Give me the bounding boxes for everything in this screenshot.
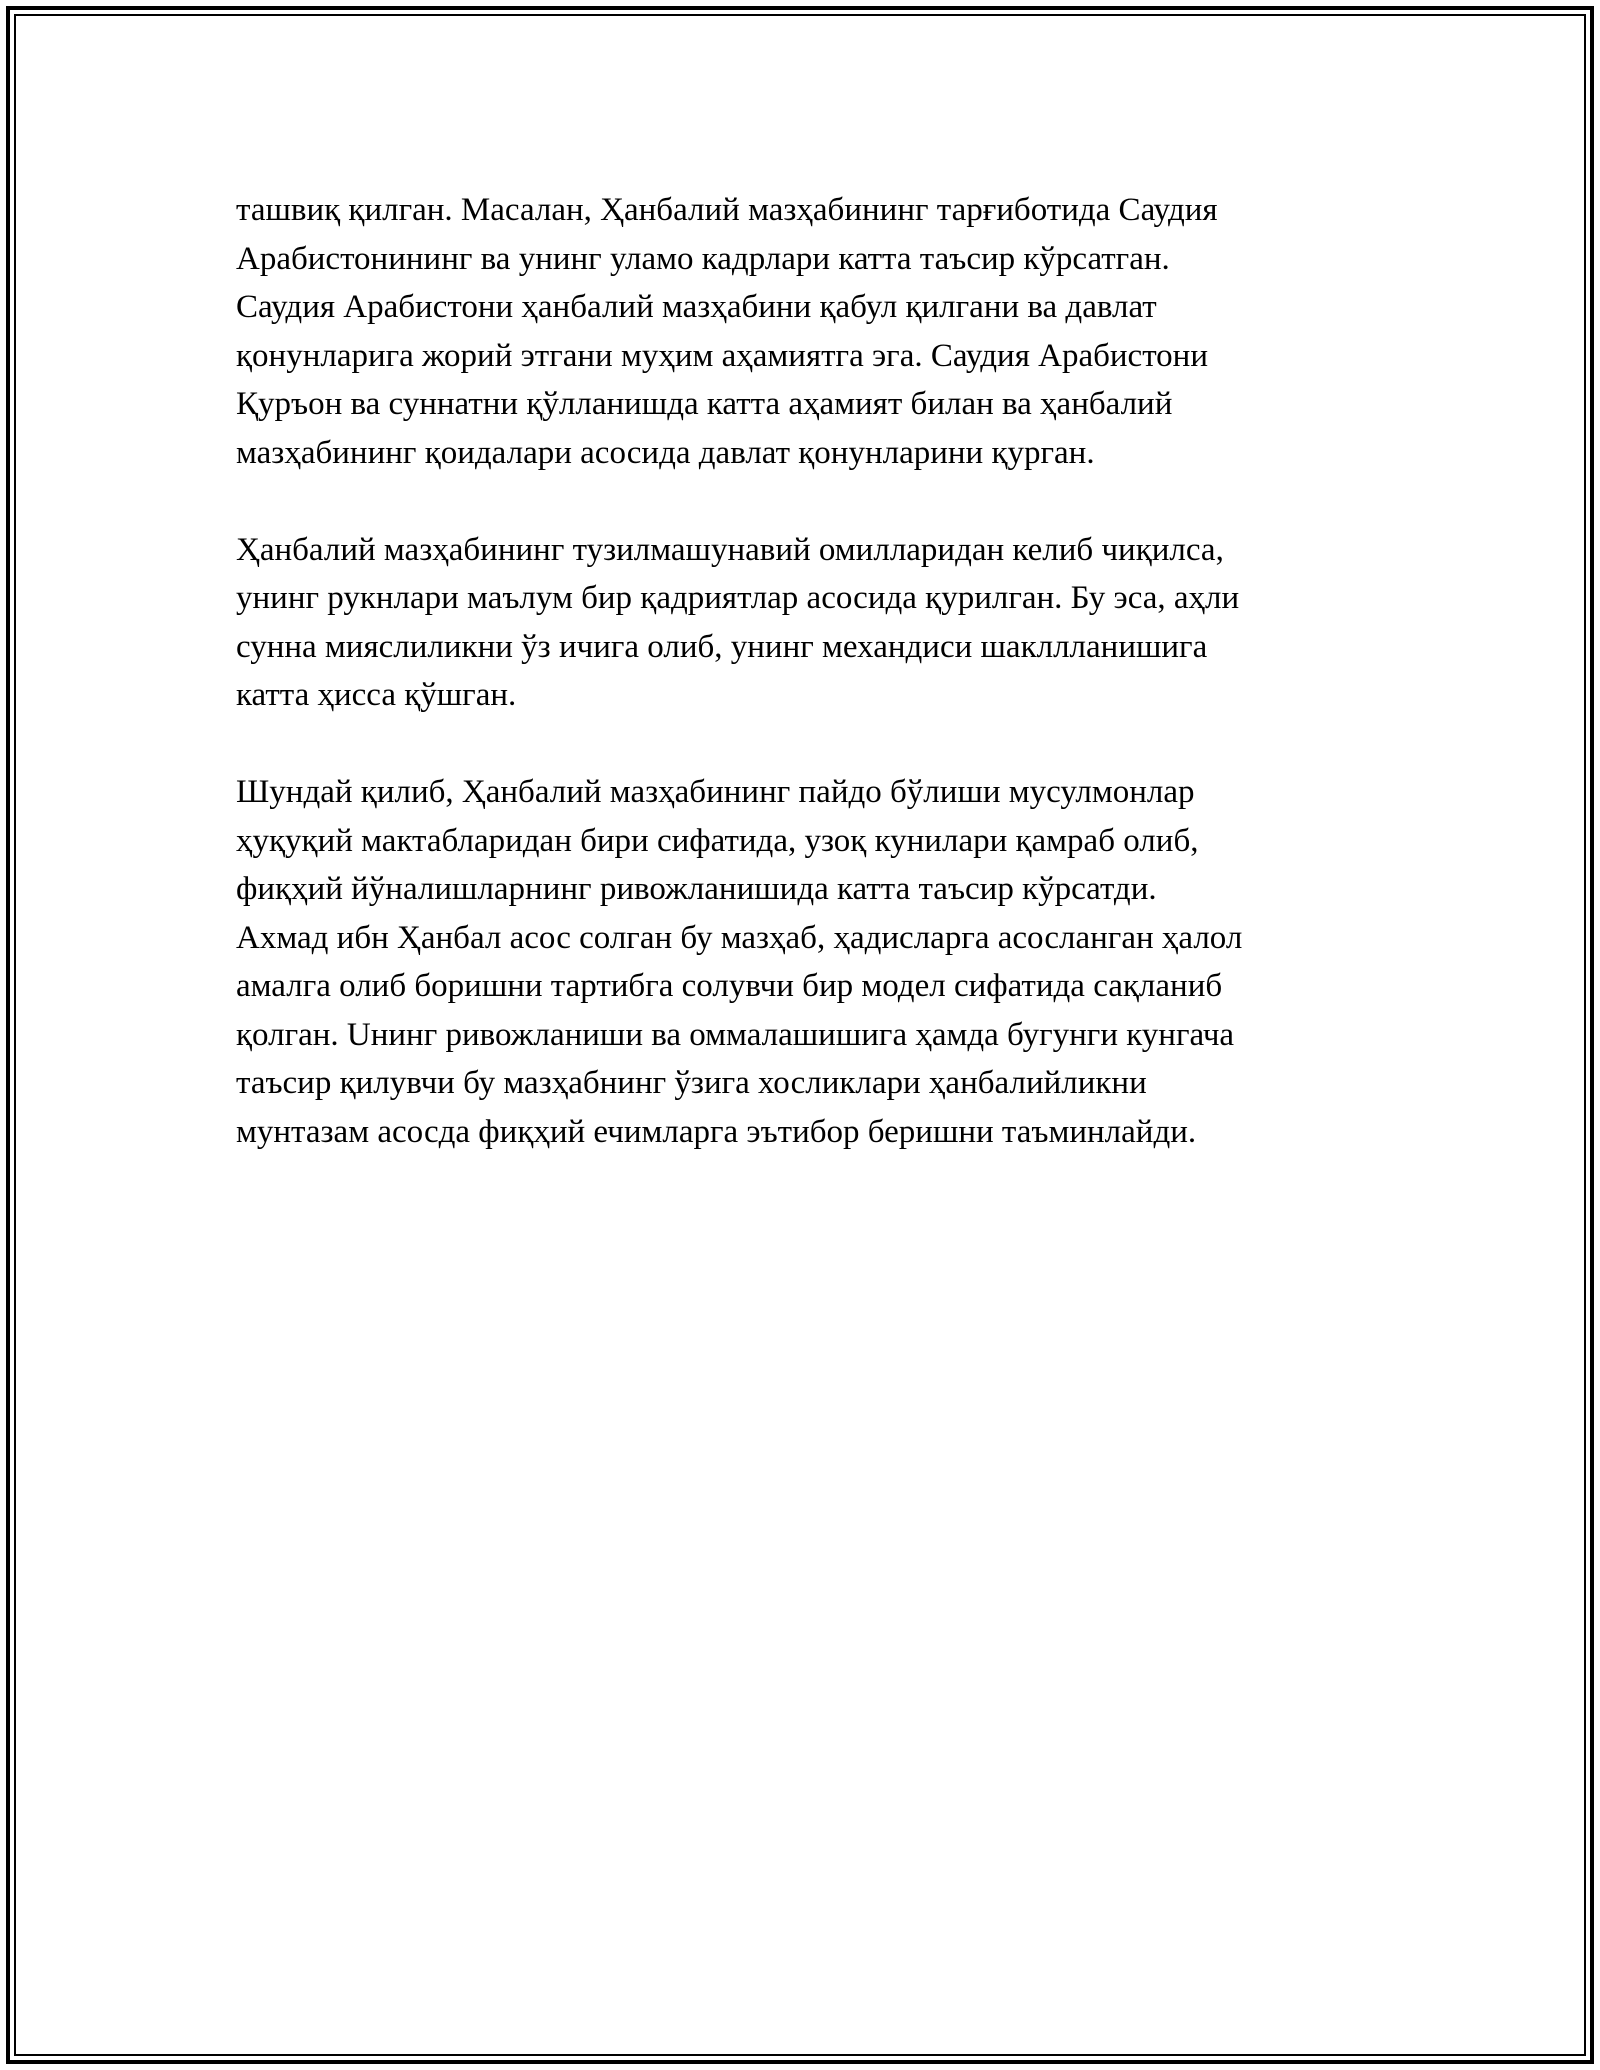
paragraph-2 xyxy=(236,526,1366,720)
text-line: Ахмад ибн Ҳанбал асос солган бу мазҳаб, ҳадисларга асосланган ҳалол xyxy=(236,919,1243,956)
text-line: таъсир қилувчи бу мазҳабнинг ўзига хосликлари ҳанбалийликни xyxy=(236,1065,1147,1101)
text-line: фиқҳий йўналишларнинг ривожланишида катта таъсир кўрсатди. xyxy=(236,871,1157,907)
paragraph-1 xyxy=(236,186,1366,477)
text-line: Саудия Арабистони ҳанбалий мазҳабини қабул қилгани ва давлат xyxy=(236,289,1157,325)
text-line: Шундай қилиб, Ҳанбалий мазҳабининг пайдо бўлиши мусулмонлар xyxy=(236,774,1195,810)
text-line: Қуръон ва суннатни қўлланишда катта аҳамият билан ва ҳанбалий xyxy=(236,386,1173,422)
text-line: Ҳанбалий мазҳабининг тузилмашунавий омилларидан келиб чиқилса, xyxy=(236,531,1224,568)
text-line: мунтазам асосда фиқҳий ечимларга эътибор беришни таъминлайди. xyxy=(236,1113,1197,1150)
text-line: амалга олиб боришни тартибга солувчи бир модел сифатида сақланиб xyxy=(236,968,1223,1004)
text-line: Арабистонининг ва унинг уламо кадрлари катта таъсир кўрсатган. xyxy=(236,240,1170,277)
text-line: мазҳабининг қоидалари асосида давлат қонунларини қурган. xyxy=(236,434,1095,471)
text-line: катта ҳисса қўшган. xyxy=(236,677,517,713)
document-body xyxy=(236,186,1366,1205)
text-line: сунна мияслиликни ўз ичига олиб, унинг механдиси шакллланишига xyxy=(236,628,1208,665)
text-line: ҳуқуқий мактабларидан бири сифатида, узоқ кунилари қамраб олиб, xyxy=(236,822,1199,859)
text-line: унинг рукнлари маълум бир қадриятлар асосида қурилган. Бу эса, аҳли xyxy=(236,580,1240,616)
text-line: қонунларига жорий этгани муҳим аҳамиятга эга. Саудия Арабистони xyxy=(236,337,1209,374)
text-line: қолган. Uнинг ривожланиши ва оммалашишига ҳамда бугунги кунгача xyxy=(236,1016,1235,1053)
text-line: ташвиқ қилган. Масалан, Ҳанбалий мазҳабининг тарғиботида Саудия xyxy=(236,192,1218,228)
paragraph-3 xyxy=(236,768,1366,1156)
